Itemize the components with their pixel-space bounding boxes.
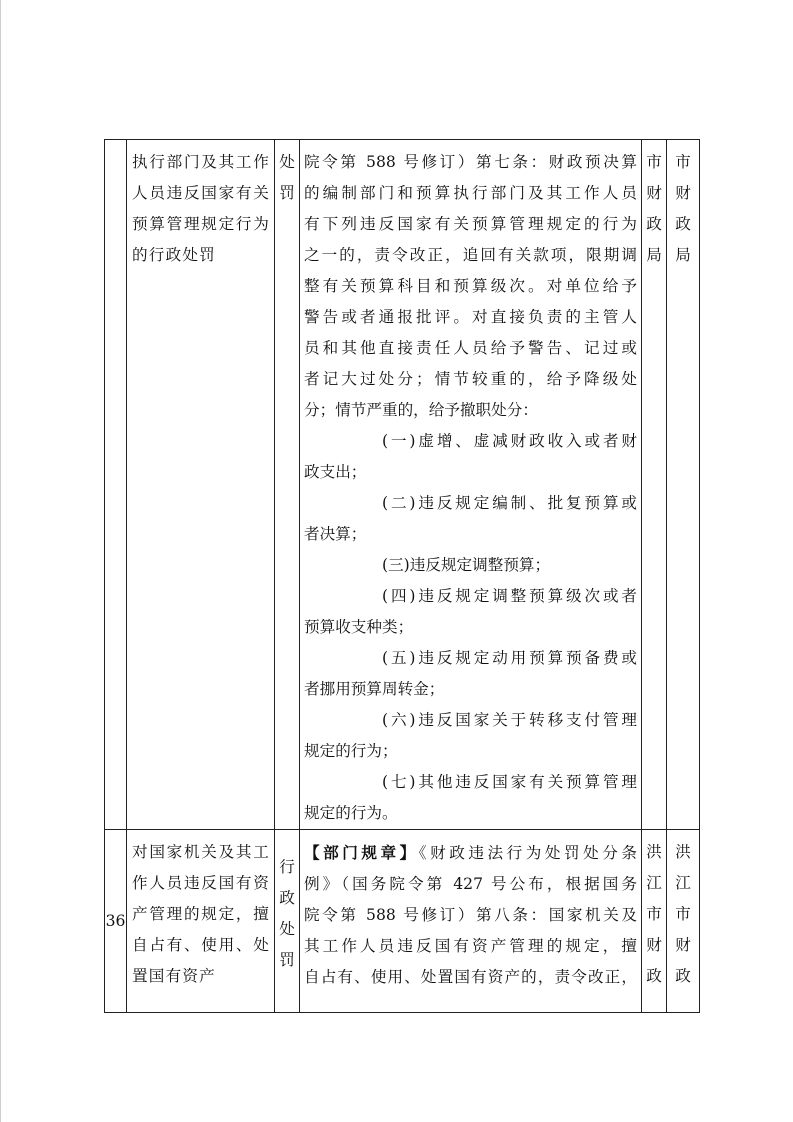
basis-line: 院令第 588 号修订）第八条：国家机关及 xyxy=(304,906,637,924)
basis-line: 警告或者通报批评。对直接负责的主管人 xyxy=(304,308,637,326)
responsible-dept xyxy=(667,140,700,830)
dept-char: 江 xyxy=(675,874,691,892)
item-name: 执行部门及其工作人员违反国家有关预算管理规定行为的行政处罚 xyxy=(127,140,275,830)
dept-char: 财 xyxy=(646,184,662,202)
type-char: 处 xyxy=(279,920,295,938)
item-name: 对国家机关及其工作人员违反国有资产管理的规定，擅自占有、使用、处置国有资产 xyxy=(127,830,275,1013)
basis-item-cont: 者挪用预算周转金； xyxy=(304,680,445,698)
row-number: 36 xyxy=(105,830,127,1013)
basis-line: 例》（国务院令第 427 号公布，根据国务 xyxy=(304,875,637,893)
basis-line: 其工作人员违反国有资产管理的规定，擅 xyxy=(304,937,637,955)
type-char: 行 xyxy=(279,858,295,876)
basis-line: 员和其他直接责任人员给予警告、记过或 xyxy=(304,339,637,357)
type-char: 政 xyxy=(279,889,295,907)
row-number xyxy=(105,140,127,830)
dept-char: 局 xyxy=(646,246,662,264)
dept-char: 市 xyxy=(675,153,691,171)
responsible-dept xyxy=(667,830,700,1013)
dept-char: 财 xyxy=(675,184,691,202)
basis-item: (六)违反国家关于转移支付管理 xyxy=(382,711,637,729)
basis-item: (二)违反规定编制、批复预算或 xyxy=(382,494,637,512)
dept-char: 局 xyxy=(675,246,691,264)
basis-item-cont: 者决算； xyxy=(304,525,367,543)
basis-item-cont: 规定的行为； xyxy=(304,742,398,760)
type-char: 罚 xyxy=(279,951,295,969)
legal-basis xyxy=(300,140,642,830)
dept-char: 市 xyxy=(675,905,691,923)
table-row xyxy=(105,140,700,830)
basis-line: 的编制部门和预算执行部门及其工作人员 xyxy=(304,184,637,202)
implementing-dept xyxy=(642,140,667,830)
penalty-table xyxy=(104,139,700,1013)
dept-char: 政 xyxy=(675,215,691,233)
basis-item-cont: 政支出； xyxy=(304,463,367,481)
item-type: 处罚 xyxy=(275,140,300,830)
page-edge xyxy=(0,0,1,1122)
table-row xyxy=(105,830,700,1013)
legal-basis xyxy=(300,830,642,1013)
dept-char: 市 xyxy=(646,905,662,923)
dept-char: 财 xyxy=(646,936,662,954)
item-type xyxy=(275,830,300,1013)
basis-line: 有下列违反国家有关预算管理规定的行为 xyxy=(304,215,637,233)
basis-item: (五)违反规定动用预算预备费或 xyxy=(382,649,637,667)
dept-char: 洪 xyxy=(675,843,691,861)
basis-item: (七)其他违反国家有关预算管理 xyxy=(382,773,637,791)
dept-char: 政 xyxy=(646,967,662,985)
basis-line: 者记大过处分；情节较重的，给予降级处 xyxy=(304,370,637,388)
dept-char: 政 xyxy=(675,967,691,985)
basis-line: 院令第 588 号修订）第七条：财政预决算 xyxy=(304,153,637,171)
basis-item: (一)虚增、虚减财政收入或者财 xyxy=(382,432,637,450)
dept-char: 江 xyxy=(646,874,662,892)
basis-item: (四)违反规定调整预算级次或者 xyxy=(382,587,637,605)
dept-char: 洪 xyxy=(646,843,662,861)
basis-line: 整有关预算科目和预算级次。对单位给予 xyxy=(304,277,637,295)
basis-item-cont: 预算收支种类； xyxy=(304,618,414,636)
basis-text: 《财政违法行为处罚处分条 xyxy=(418,844,637,862)
basis-line: 自占有、使用、处置国有资产的，责令改正， xyxy=(304,968,637,986)
dept-char: 财 xyxy=(675,936,691,954)
basis-line xyxy=(304,837,637,869)
dept-char: 政 xyxy=(646,215,662,233)
basis-category: 【部门规章】 xyxy=(304,843,419,862)
basis-line: 分；情节严重的，给予撤职处分： xyxy=(304,401,538,419)
basis-item-cont: 规定的行为。 xyxy=(304,804,398,822)
basis-line: 之一的，责令改正，追回有关款项，限期调 xyxy=(304,246,637,264)
implementing-dept xyxy=(642,830,667,1013)
dept-char: 市 xyxy=(646,153,662,171)
basis-item: (三)违反规定调整预算； xyxy=(382,556,551,574)
